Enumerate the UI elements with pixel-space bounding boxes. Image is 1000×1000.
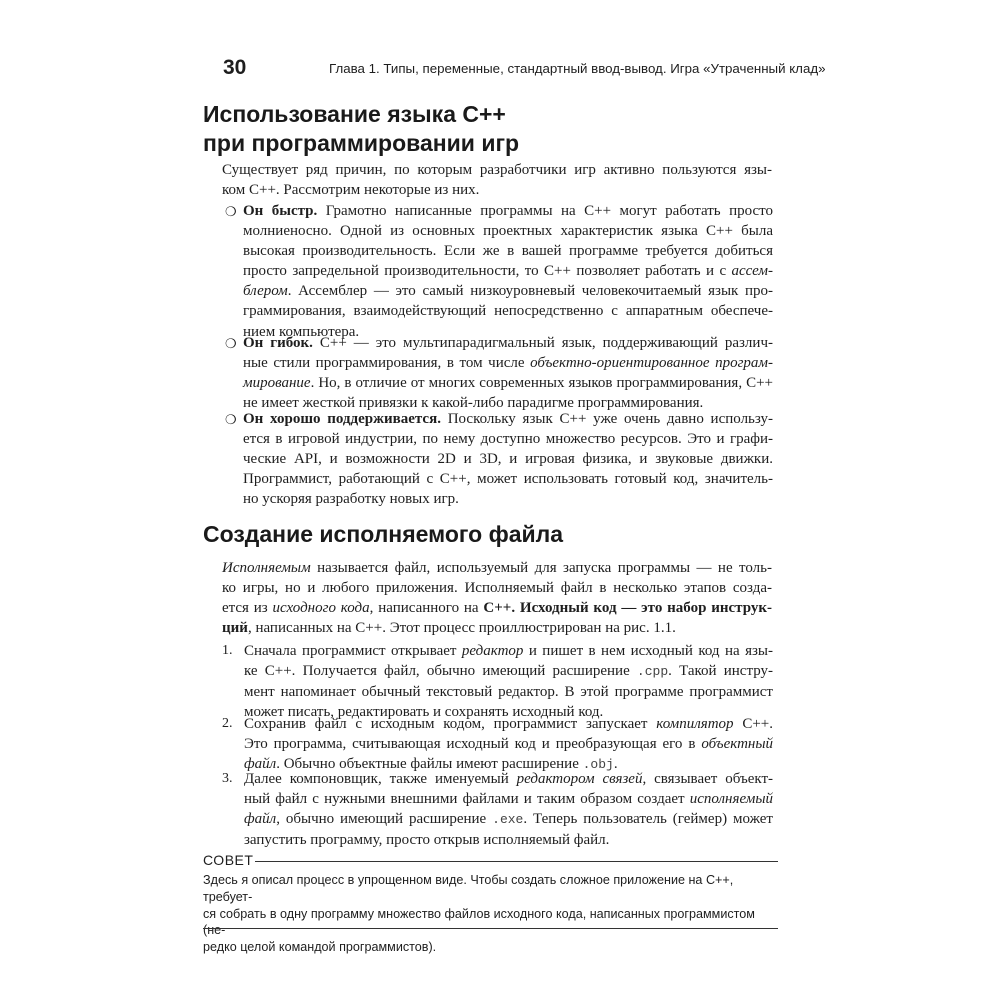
text-line [244,734,773,754]
text-span: C++ — это мультипарадигмальный язык, поддерживающий различ- [319,335,773,351]
text-span: просто запредельной производительности, то C++ позволяет работать и с [243,263,732,280]
text-line [243,409,773,429]
text-line [244,714,773,734]
bullet-flexible [225,333,773,413]
text-span: ные стили программирования, в том числе [243,355,531,372]
bullet-marker: ❍ [225,337,237,352]
text-span: ный файл с нужными внешними файлами и таким образом создает [244,791,690,808]
text-line [244,769,773,789]
text-line: запустить программу, просто открыв исполняемый файл. [244,832,610,849]
text-line: ся собрать в одну программу множество файлов исходного кода, написанных программистом (не- [203,906,755,938]
text-span: Это программа, считывающая исходный код и преобразующая его в [244,736,702,753]
section-heading-cpp-games [203,100,519,158]
section-heading-executable: Создание исполняемого файла [203,521,564,547]
text-line [244,809,773,830]
text-line [243,353,773,373]
text-span: , связывает объект- [642,771,774,787]
bold-span: C++. Исходный код — это набор инструк- [483,600,773,617]
text-span: . [613,756,618,773]
tip-bottom-rule [203,928,778,929]
emphasis: Исполняемым [222,560,311,576]
text-line: высокая производительность. Если же в вашей программе требуется добиться [243,243,773,260]
heading-line: Использование языка C++ [203,101,506,127]
text-span: Поскольку язык C++ уже очень давно использу- [447,411,774,427]
text-line: мент напоминает обычный текстовый редактор. В этой программе программист [244,684,773,701]
tip-text [203,872,775,956]
text-line: ется в игровой индустрии, по нему доступно множество ресурсов. Это и графи- [243,431,773,448]
text-line [222,558,772,578]
text-line: граммирования, взаимодействующий непосредственно с аппаратным обеспече- [243,303,773,320]
intro-paragraph [222,160,772,200]
bullet-supported [225,409,774,509]
executable-intro-paragraph [222,558,772,638]
text-span: Сохранив файл с исходным кодом, программист запускает [244,716,657,732]
running-header [203,56,826,82]
emphasis: блером [243,283,288,300]
code-span: .cpp [636,664,669,680]
text-line: редко целой командой программистов). [203,940,437,955]
text-span: . Обычно объектные файлы имеют расширение [276,756,583,773]
emphasis: редактором связей [516,771,643,787]
emphasis: мирование [243,375,311,392]
emphasis: исполняемый [689,791,773,808]
bullet-term: Он хорошо поддерживается. [243,411,441,427]
text-line [243,373,773,393]
code-span: .obj [582,757,614,773]
text-line [244,789,773,809]
text-line: может писать, редактировать и сохранять исходный код. [244,704,604,721]
text-span: C++. [733,716,773,732]
emphasis: редактор [461,643,524,659]
bullet-term: Он гибок. [243,335,313,351]
step-number: 3. [222,771,233,786]
text-span: Сначала программист открывает [244,643,462,659]
tip-title: СОВЕТ [203,852,254,868]
bullet-marker: ❍ [225,205,237,220]
emphasis: исходного кода [272,600,370,617]
step-1 [222,641,773,722]
text-line [243,201,773,221]
step-number: 1. [222,643,233,658]
text-line [222,618,772,638]
chapter-title: Глава 1. Типы, переменные, стандартный ввод-вывод. Игра «Утраченный клад» [329,61,826,76]
emphasis: файл [244,756,277,773]
text-line [243,333,773,353]
heading-line: при программировании игр [203,130,520,156]
text-span: называется файл, используемый для запуска программы — не толь- [310,560,772,576]
text-line: но ускоряя разработку новых игр. [243,491,459,508]
text-line: ко игры, но и любого приложения. Исполняемый файл в несколько этапов созда- [222,580,772,597]
text-span: ется из [222,600,273,617]
text-span: . Но, в отличие от многих современных языков программирования, C++ [310,375,773,392]
text-line [243,261,773,281]
text-span: , обычно имеющий расширение [276,811,493,828]
text-line: Здесь я описал процесс в упрощенном виде. Чтобы создать сложное приложение на C++, требует- [203,873,734,904]
emphasis: объектно-ориентированное програм- [530,355,773,372]
emphasis: ассем- [731,263,773,280]
text-line: Программист, работающий с C++, может использовать готовый код, значитель- [243,471,773,488]
step-number: 2. [222,716,233,731]
text-line: нием компьютера. [243,323,360,340]
page-number: 30 [223,56,247,79]
text-line: ком C++. Рассмотрим некоторые из них. [222,182,480,199]
text-line [244,641,773,661]
bullet-term: Он быстр. [243,203,318,219]
text-line: не имеет жесткой привязки к какой-либо парадигме программирования. [243,395,704,412]
text-span: Грамотно написанные программы на C++ могут работать просто [325,203,774,219]
bullet-marker: ❍ [225,413,237,428]
text-span: и пишет в нем исходный код на язы- [523,643,773,659]
emphasis: файл [244,811,277,828]
text-line: Существует ряд причин, по которым разработчики игр активно пользуются язы- [222,162,772,178]
text-span: . Теперь пользователь (геймер) может [523,811,773,828]
text-span: Далее компоновщик, также именуемый [244,771,517,787]
step-2 [222,714,773,775]
text-line [244,661,773,682]
text-span: . Ассемблер — это самый низкоуровневый человекочитаемый язык про- [287,283,773,300]
emphasis: компилятор [656,716,734,732]
text-span: , написанного на [369,600,484,617]
text-line: молниеносно. Одной из основных проектных характеристик языка C++ была [243,223,773,240]
text-span: . Такой инстру- [668,663,773,680]
text-line [243,281,773,301]
tip-top-rule [255,861,778,862]
text-line: ческие API, и возможности 2D и 3D, и игровая физика, и звуковые движки. [243,451,773,468]
code-span: .exe [492,812,524,828]
text-span: , написанных на C++. Этот процесс проиллюстрирован на рис. 1.1. [247,620,676,637]
emphasis: объектный [701,736,773,753]
text-span: ке C++. Получается файл, обычно имеющий расширение [244,663,637,680]
bullet-fast [225,201,774,342]
step-3 [222,769,774,850]
bold-span: ций [222,620,248,637]
text-line [222,598,772,618]
